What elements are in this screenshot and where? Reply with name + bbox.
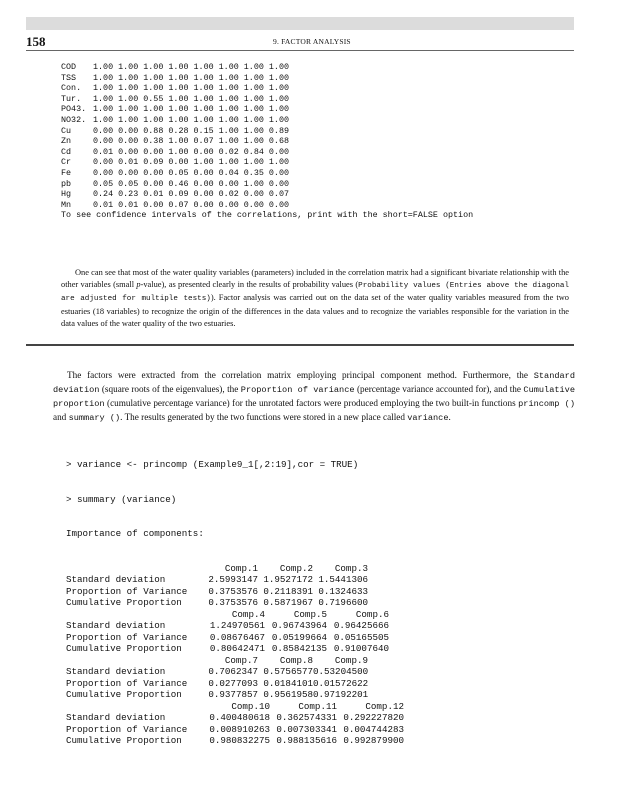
row-label: PO43. [61,104,87,115]
stat-value: 0.0277093 [208,677,258,689]
stat-label: Cumulative Proportion [66,735,182,746]
stat-row [66,597,404,609]
stat-value: 0.2118391 [263,585,313,597]
stat-label: Standard deviation [66,574,166,585]
stat-label: Proportion of Variance [66,677,188,689]
importance-heading: Importance of components: [66,528,204,539]
stat-value: 0.97192201 [313,689,369,700]
stat-value: 0.292227820 [343,712,404,723]
stat-row [66,712,404,724]
stat-value: 0.9377857 [208,689,258,700]
correlation-row [61,104,473,115]
component-label: Comp.8 [279,654,313,666]
stat-value: 0.3753576 [208,585,258,597]
stat-value: 0.988135616 [276,735,337,746]
paragraph-factors: The factors were extracted from the correlation matrix employing principal component method. Furthermore, the Standard deviation (square roots of the eigenvalues), the Proportion of variance (percentage variance accounted for), and the Cumulative proportion (cumulative percentage variance) for the unrotated factors were produced employing the two built-in functions princomp () and summary (). The results generated by the two functions were stored in a new place called variance. [53,370,575,424]
correlation-output [61,62,473,221]
running-head: 9. FACTOR ANALYSIS [273,37,351,46]
correlation-row [61,200,473,211]
row-label: Zn [61,136,72,147]
stat-row [66,632,404,644]
command-line: > variance <- princomp (Example9_1[,2:19],cor = TRUE) [66,459,359,470]
stat-row [66,724,404,736]
row-label: Cu [61,125,72,136]
correlation-row [61,168,473,179]
component-header [66,701,404,713]
row-values: 0.05 0.05 0.00 0.46 0.00 0.00 1.00 0.00 [93,178,290,189]
stat-row [66,586,404,598]
stat-value: 0.96425666 [333,620,389,631]
row-values: 1.00 1.00 1.00 1.00 1.00 1.00 1.00 1.00 [93,83,290,94]
row-values: 0.24 0.23 0.01 0.09 0.00 0.02 0.00 0.07 [93,189,290,200]
stat-label: Proportion of Variance [66,585,188,597]
component-label: Comp.4 [231,608,265,620]
row-label: Hg [61,189,72,200]
stat-value: 0.1324633 [318,585,368,597]
stat-value: 0.05165505 [333,631,389,643]
row-label: NO32. [61,114,87,125]
component-label: Comp.6 [355,608,389,620]
stat-value: 1.9527172 [263,574,313,585]
component-label: Comp.11 [298,700,337,712]
component-label: Comp.2 [279,562,313,574]
row-values: 1.00 1.00 1.00 1.00 1.00 1.00 1.00 1.00 [93,104,290,115]
princomp-output [66,436,404,758]
correlation-row [61,179,473,190]
stat-row [66,643,404,655]
stat-value: 0.85842135 [271,643,327,654]
stat-value: 0.9561958 [263,689,313,700]
stat-value: 0.53204500 [313,666,369,677]
row-label: Cd [61,146,72,157]
row-label: TSS [61,72,77,83]
stat-value: 0.7062347 [208,666,258,677]
correlation-row [61,136,473,147]
row-label: Con. [61,83,82,94]
stat-row [66,620,404,632]
component-label: Comp.5 [293,608,327,620]
row-values: 1.00 1.00 1.00 1.00 1.00 1.00 1.00 1.00 [93,114,290,125]
row-values: 0.01 0.01 0.00 0.07 0.00 0.00 0.00 0.00 [93,199,290,210]
stat-value: 0.980832275 [209,735,270,746]
stat-value: 0.400480618 [209,712,270,723]
row-values: 1.00 1.00 1.00 1.00 1.00 1.00 1.00 1.00 [93,62,290,72]
component-header [66,655,404,667]
header-rule [26,50,574,51]
stat-value: 0.80642471 [209,643,265,654]
correlation-row [61,189,473,200]
stat-row [66,678,404,690]
component-label: Comp.9 [334,654,368,666]
stat-value: 0.5756577 [263,666,313,677]
stat-value: 1.5441306 [318,574,368,585]
row-label: Tur. [61,93,82,104]
stat-value: 2.5993147 [208,574,258,585]
row-label: Mn [61,199,72,210]
stat-label: Standard deviation [66,712,166,723]
row-label: Cr [61,157,72,168]
stat-value: 0.0184101 [263,677,313,689]
component-header [66,609,404,621]
correlation-row [61,157,473,168]
correlation-row [61,83,473,94]
page-number: 158 [26,34,46,49]
correlation-row [61,94,473,105]
stat-row [66,689,404,701]
header-bar [26,17,574,30]
stat-value: 0.5871967 [263,597,313,608]
component-header [66,563,404,575]
paragraph-significance: One can see that most of the water quality variables (parameters) included in the correlation matrix had a significant bivariate relationship with the other variables (small p-value), as presented clearly in the results of probability values (Probability values (Entries above the diagonal are adjusted for multiple tests)). Factor analysis was carried out on the data set of the water quality variables measured from the two estuaries (18 variables) to recognize the origin of the differences in the data values and to recognize the variables responsible for the variation in the data values of the water quality of the two estuaries. [61,268,570,328]
stat-value: 0.992879900 [343,735,404,746]
correlation-row [61,115,473,126]
stat-label: Proportion of Variance [66,631,188,643]
stat-label: Cumulative Proportion [66,689,182,700]
stat-label: Proportion of Variance [66,723,188,735]
stat-label: Cumulative Proportion [66,643,182,654]
stat-label: Standard deviation [66,620,166,631]
component-label: Comp.1 [224,562,258,574]
correlation-note: To see confidence intervals of the correlations, print with the short=FALSE option [61,210,474,221]
component-label: Comp.12 [365,700,404,712]
stat-value: 0.7196600 [318,597,368,608]
stat-value: 0.96743964 [271,620,327,631]
stat-value: 0.362574331 [276,712,337,723]
command-line: > summary (variance) [66,493,177,505]
section-rule [26,344,574,346]
row-label: pb [61,178,72,189]
importance-table [66,563,404,747]
row-values: 0.00 0.00 0.00 0.05 0.00 0.04 0.35 0.00 [93,167,290,178]
component-label: Comp.10 [231,700,270,712]
row-label: COD [61,62,77,72]
row-values: 0.01 0.00 0.00 1.00 0.00 0.02 0.84 0.00 [93,146,290,157]
stat-value: 0.004744283 [343,723,404,735]
correlation-row [61,126,473,137]
correlation-row [61,62,473,73]
row-values: 0.00 0.01 0.09 0.00 1.00 1.00 1.00 1.00 [93,157,290,168]
stat-label: Cumulative Proportion [66,597,182,608]
stat-value: 0.08676467 [209,631,265,643]
component-label: Comp.7 [224,654,258,666]
stat-value: 0.008910263 [209,723,270,735]
stat-label: Standard deviation [66,666,166,677]
stat-value: 0.91007640 [333,643,389,654]
stat-value: 1.24970561 [209,620,265,631]
stat-value: 0.007303341 [276,723,337,735]
stat-value: 0.3753576 [208,597,258,608]
row-values: 0.00 0.00 0.38 1.00 0.07 1.00 1.00 0.68 [93,136,290,147]
row-values: 0.00 0.00 0.88 0.28 0.15 1.00 1.00 0.89 [93,125,290,136]
stat-value: 0.05199664 [271,631,327,643]
row-values: 1.00 1.00 1.00 1.00 1.00 1.00 1.00 1.00 [93,72,290,83]
row-label: Fe [61,167,72,178]
stat-row [66,735,404,747]
correlation-row [61,73,473,84]
stat-row [66,666,404,678]
stat-row [66,574,404,586]
row-values: 1.00 1.00 0.55 1.00 1.00 1.00 1.00 1.00 [93,93,290,104]
component-label: Comp.3 [334,562,368,574]
stat-value: 0.01572622 [313,677,369,689]
correlation-row [61,147,473,158]
